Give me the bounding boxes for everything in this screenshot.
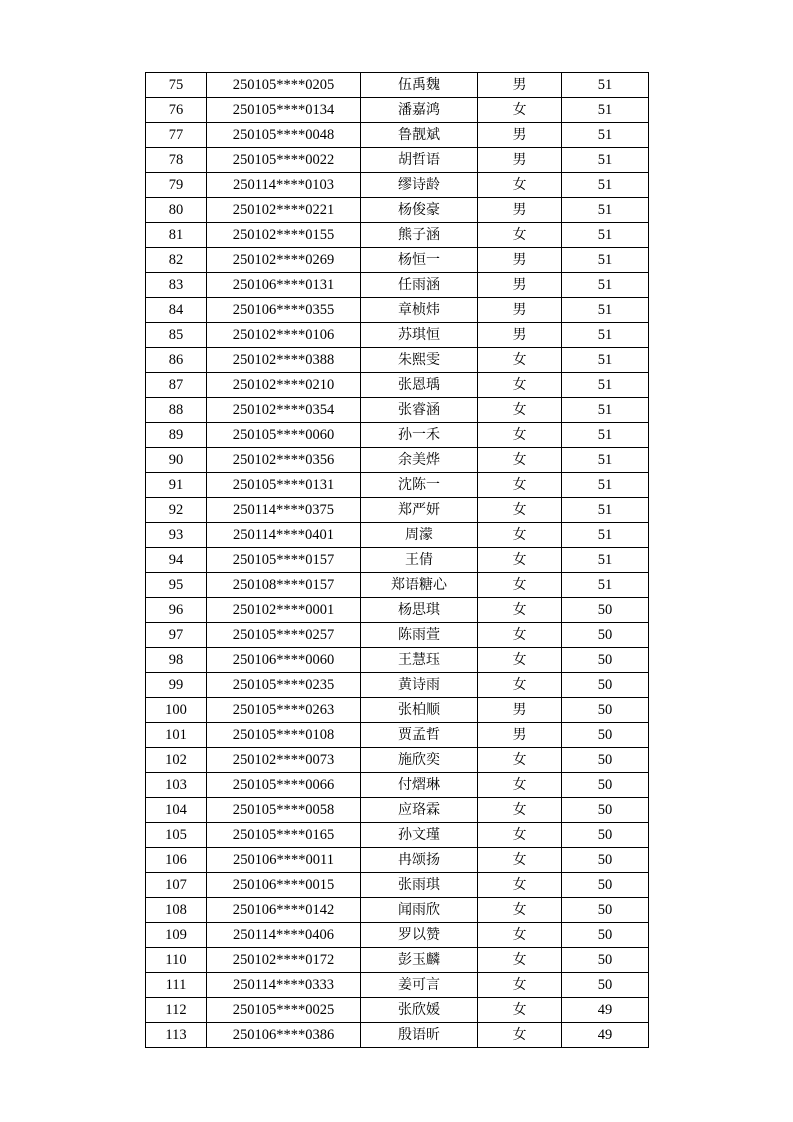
row-number-cell: 107 — [146, 873, 207, 898]
id-number-cell: 250102****0356 — [207, 448, 361, 473]
name-cell: 孙文瑾 — [361, 823, 478, 848]
name-cell: 沈陈一 — [361, 473, 478, 498]
gender-cell: 女 — [478, 498, 562, 523]
score-cell: 51 — [562, 173, 649, 198]
id-number-cell: 250102****0354 — [207, 398, 361, 423]
gender-cell: 女 — [478, 523, 562, 548]
name-cell: 陈雨萱 — [361, 623, 478, 648]
row-number-cell: 97 — [146, 623, 207, 648]
table-row — [146, 773, 649, 798]
table-row — [146, 548, 649, 573]
row-number-cell: 94 — [146, 548, 207, 573]
id-number-cell: 250105****0157 — [207, 548, 361, 573]
table-row — [146, 673, 649, 698]
row-number-cell: 92 — [146, 498, 207, 523]
gender-cell: 女 — [478, 848, 562, 873]
row-number-cell: 113 — [146, 1023, 207, 1048]
id-number-cell: 250105****0205 — [207, 73, 361, 98]
row-number-cell: 96 — [146, 598, 207, 623]
score-cell: 51 — [562, 523, 649, 548]
name-cell: 施欣奕 — [361, 748, 478, 773]
name-cell: 王倩 — [361, 548, 478, 573]
gender-cell: 男 — [478, 148, 562, 173]
name-cell: 郑语糖心 — [361, 573, 478, 598]
gender-cell: 女 — [478, 423, 562, 448]
table-row — [146, 873, 649, 898]
table-row — [146, 298, 649, 323]
table-row — [146, 848, 649, 873]
row-number-cell: 104 — [146, 798, 207, 823]
table-row — [146, 623, 649, 648]
name-cell: 付熠琳 — [361, 773, 478, 798]
gender-cell: 女 — [478, 348, 562, 373]
name-cell: 鲁靓斌 — [361, 123, 478, 148]
id-number-cell: 250102****0269 — [207, 248, 361, 273]
id-number-cell: 250102****0106 — [207, 323, 361, 348]
table-row — [146, 373, 649, 398]
table-row — [146, 348, 649, 373]
score-cell: 51 — [562, 573, 649, 598]
score-cell: 51 — [562, 548, 649, 573]
score-cell: 51 — [562, 423, 649, 448]
row-number-cell: 112 — [146, 998, 207, 1023]
score-cell: 51 — [562, 298, 649, 323]
table-row — [146, 748, 649, 773]
table-row — [146, 573, 649, 598]
row-number-cell: 93 — [146, 523, 207, 548]
id-number-cell: 250105****0257 — [207, 623, 361, 648]
gender-cell: 女 — [478, 473, 562, 498]
row-number-cell: 84 — [146, 298, 207, 323]
id-number-cell: 250105****0058 — [207, 798, 361, 823]
name-cell: 缪诗龄 — [361, 173, 478, 198]
score-cell: 51 — [562, 223, 649, 248]
score-cell: 51 — [562, 198, 649, 223]
table-row — [146, 448, 649, 473]
id-number-cell: 250114****0333 — [207, 973, 361, 998]
gender-cell: 男 — [478, 698, 562, 723]
score-cell: 50 — [562, 898, 649, 923]
score-cell: 50 — [562, 798, 649, 823]
score-cell: 50 — [562, 848, 649, 873]
score-cell: 51 — [562, 148, 649, 173]
id-number-cell: 250105****0022 — [207, 148, 361, 173]
row-number-cell: 99 — [146, 673, 207, 698]
id-number-cell: 250105****0134 — [207, 98, 361, 123]
row-number-cell: 103 — [146, 773, 207, 798]
score-cell: 50 — [562, 873, 649, 898]
id-number-cell: 250105****0048 — [207, 123, 361, 148]
score-table — [145, 72, 649, 1048]
table-row — [146, 173, 649, 198]
table-row — [146, 798, 649, 823]
gender-cell: 女 — [478, 998, 562, 1023]
id-number-cell: 250105****0235 — [207, 673, 361, 698]
id-number-cell: 250105****0060 — [207, 423, 361, 448]
table-row — [146, 723, 649, 748]
name-cell: 闻雨欣 — [361, 898, 478, 923]
name-cell: 张欣媛 — [361, 998, 478, 1023]
row-number-cell: 89 — [146, 423, 207, 448]
row-number-cell: 91 — [146, 473, 207, 498]
table-row — [146, 948, 649, 973]
id-number-cell: 250106****0386 — [207, 1023, 361, 1048]
table-row — [146, 323, 649, 348]
gender-cell: 女 — [478, 598, 562, 623]
name-cell: 殷语昕 — [361, 1023, 478, 1048]
id-number-cell: 250105****0131 — [207, 473, 361, 498]
row-number-cell: 87 — [146, 373, 207, 398]
gender-cell: 男 — [478, 123, 562, 148]
name-cell: 贾孟哲 — [361, 723, 478, 748]
table-row — [146, 273, 649, 298]
name-cell: 杨思琪 — [361, 598, 478, 623]
gender-cell: 男 — [478, 73, 562, 98]
row-number-cell: 78 — [146, 148, 207, 173]
table-row — [146, 98, 649, 123]
name-cell: 熊子涵 — [361, 223, 478, 248]
row-number-cell: 101 — [146, 723, 207, 748]
row-number-cell: 86 — [146, 348, 207, 373]
gender-cell: 女 — [478, 873, 562, 898]
row-number-cell: 81 — [146, 223, 207, 248]
gender-cell: 女 — [478, 398, 562, 423]
score-cell: 49 — [562, 998, 649, 1023]
score-cell: 50 — [562, 823, 649, 848]
score-cell: 51 — [562, 473, 649, 498]
name-cell: 孙一禾 — [361, 423, 478, 448]
gender-cell: 女 — [478, 623, 562, 648]
row-number-cell: 75 — [146, 73, 207, 98]
name-cell: 应珞霖 — [361, 798, 478, 823]
id-number-cell: 250114****0401 — [207, 523, 361, 548]
row-number-cell: 83 — [146, 273, 207, 298]
name-cell: 张恩瑀 — [361, 373, 478, 398]
row-number-cell: 102 — [146, 748, 207, 773]
score-cell: 51 — [562, 73, 649, 98]
id-number-cell: 250106****0142 — [207, 898, 361, 923]
name-cell: 余美烨 — [361, 448, 478, 473]
score-cell: 51 — [562, 273, 649, 298]
table-body — [146, 73, 649, 1048]
row-number-cell: 95 — [146, 573, 207, 598]
name-cell: 杨俊豪 — [361, 198, 478, 223]
score-cell: 50 — [562, 773, 649, 798]
score-cell: 51 — [562, 498, 649, 523]
row-number-cell: 98 — [146, 648, 207, 673]
id-number-cell: 250105****0066 — [207, 773, 361, 798]
gender-cell: 男 — [478, 198, 562, 223]
table-row — [146, 73, 649, 98]
row-number-cell: 111 — [146, 973, 207, 998]
gender-cell: 男 — [478, 298, 562, 323]
name-cell: 罗以赞 — [361, 923, 478, 948]
score-cell: 51 — [562, 448, 649, 473]
id-number-cell: 250114****0406 — [207, 923, 361, 948]
gender-cell: 女 — [478, 448, 562, 473]
name-cell: 潘嘉鸿 — [361, 98, 478, 123]
table-row — [146, 423, 649, 448]
table-row — [146, 398, 649, 423]
row-number-cell: 110 — [146, 948, 207, 973]
table-row — [146, 223, 649, 248]
gender-cell: 女 — [478, 173, 562, 198]
id-number-cell: 250102****0221 — [207, 198, 361, 223]
table-row — [146, 198, 649, 223]
name-cell: 张雨琪 — [361, 873, 478, 898]
gender-cell: 女 — [478, 823, 562, 848]
id-number-cell: 250102****0210 — [207, 373, 361, 398]
score-cell: 50 — [562, 698, 649, 723]
gender-cell: 男 — [478, 248, 562, 273]
table-row — [146, 248, 649, 273]
score-cell: 51 — [562, 98, 649, 123]
table-row — [146, 148, 649, 173]
id-number-cell: 250105****0108 — [207, 723, 361, 748]
id-number-cell: 250106****0131 — [207, 273, 361, 298]
row-number-cell: 100 — [146, 698, 207, 723]
name-cell: 张睿涵 — [361, 398, 478, 423]
score-cell: 49 — [562, 1023, 649, 1048]
table-row — [146, 898, 649, 923]
score-cell: 51 — [562, 398, 649, 423]
id-number-cell: 250102****0172 — [207, 948, 361, 973]
gender-cell: 女 — [478, 223, 562, 248]
name-cell: 冉颂扬 — [361, 848, 478, 873]
score-cell: 51 — [562, 323, 649, 348]
id-number-cell: 250105****0263 — [207, 698, 361, 723]
id-number-cell: 250102****0073 — [207, 748, 361, 773]
id-number-cell: 250102****0388 — [207, 348, 361, 373]
name-cell: 周濛 — [361, 523, 478, 548]
gender-cell: 女 — [478, 1023, 562, 1048]
row-number-cell: 109 — [146, 923, 207, 948]
gender-cell: 女 — [478, 748, 562, 773]
gender-cell: 女 — [478, 923, 562, 948]
row-number-cell: 90 — [146, 448, 207, 473]
id-number-cell: 250102****0155 — [207, 223, 361, 248]
table-row — [146, 598, 649, 623]
gender-cell: 女 — [478, 573, 562, 598]
gender-cell: 男 — [478, 273, 562, 298]
row-number-cell: 76 — [146, 98, 207, 123]
gender-cell: 女 — [478, 798, 562, 823]
score-cell: 50 — [562, 673, 649, 698]
id-number-cell: 250114****0103 — [207, 173, 361, 198]
row-number-cell: 85 — [146, 323, 207, 348]
name-cell: 任雨涵 — [361, 273, 478, 298]
name-cell: 章桢炜 — [361, 298, 478, 323]
id-number-cell: 250105****0165 — [207, 823, 361, 848]
table-row — [146, 1023, 649, 1048]
gender-cell: 男 — [478, 723, 562, 748]
gender-cell: 女 — [478, 548, 562, 573]
name-cell: 彭玉麟 — [361, 948, 478, 973]
row-number-cell: 80 — [146, 198, 207, 223]
table-row — [146, 923, 649, 948]
table-row — [146, 648, 649, 673]
id-number-cell: 250106****0355 — [207, 298, 361, 323]
row-number-cell: 106 — [146, 848, 207, 873]
gender-cell: 女 — [478, 948, 562, 973]
id-number-cell: 250105****0025 — [207, 998, 361, 1023]
name-cell: 郑严妍 — [361, 498, 478, 523]
table-row — [146, 973, 649, 998]
row-number-cell: 77 — [146, 123, 207, 148]
name-cell: 张柏顺 — [361, 698, 478, 723]
gender-cell: 女 — [478, 98, 562, 123]
gender-cell: 女 — [478, 773, 562, 798]
name-cell: 姜可言 — [361, 973, 478, 998]
score-cell: 51 — [562, 373, 649, 398]
table-row — [146, 523, 649, 548]
gender-cell: 男 — [478, 323, 562, 348]
name-cell: 黄诗雨 — [361, 673, 478, 698]
gender-cell: 女 — [478, 673, 562, 698]
gender-cell: 女 — [478, 973, 562, 998]
name-cell: 苏琪恒 — [361, 323, 478, 348]
score-cell: 51 — [562, 123, 649, 148]
score-cell: 50 — [562, 723, 649, 748]
row-number-cell: 79 — [146, 173, 207, 198]
id-number-cell: 250102****0001 — [207, 598, 361, 623]
score-cell: 50 — [562, 648, 649, 673]
row-number-cell: 88 — [146, 398, 207, 423]
row-number-cell: 108 — [146, 898, 207, 923]
score-cell: 51 — [562, 248, 649, 273]
score-cell: 50 — [562, 598, 649, 623]
id-number-cell: 250106****0060 — [207, 648, 361, 673]
id-number-cell: 250114****0375 — [207, 498, 361, 523]
row-number-cell: 105 — [146, 823, 207, 848]
id-number-cell: 250106****0011 — [207, 848, 361, 873]
table-row — [146, 998, 649, 1023]
id-number-cell: 250108****0157 — [207, 573, 361, 598]
name-cell: 胡哲语 — [361, 148, 478, 173]
table-row — [146, 473, 649, 498]
name-cell: 杨恒一 — [361, 248, 478, 273]
row-number-cell: 82 — [146, 248, 207, 273]
name-cell: 伍禹魏 — [361, 73, 478, 98]
table-row — [146, 498, 649, 523]
name-cell: 朱熙雯 — [361, 348, 478, 373]
score-cell: 50 — [562, 923, 649, 948]
table-row — [146, 823, 649, 848]
gender-cell: 女 — [478, 648, 562, 673]
table-row — [146, 123, 649, 148]
score-cell: 50 — [562, 748, 649, 773]
gender-cell: 女 — [478, 898, 562, 923]
score-cell: 50 — [562, 623, 649, 648]
table-row — [146, 698, 649, 723]
score-cell: 51 — [562, 348, 649, 373]
score-cell: 50 — [562, 973, 649, 998]
id-number-cell: 250106****0015 — [207, 873, 361, 898]
gender-cell: 女 — [478, 373, 562, 398]
score-cell: 50 — [562, 948, 649, 973]
name-cell: 王慧珏 — [361, 648, 478, 673]
